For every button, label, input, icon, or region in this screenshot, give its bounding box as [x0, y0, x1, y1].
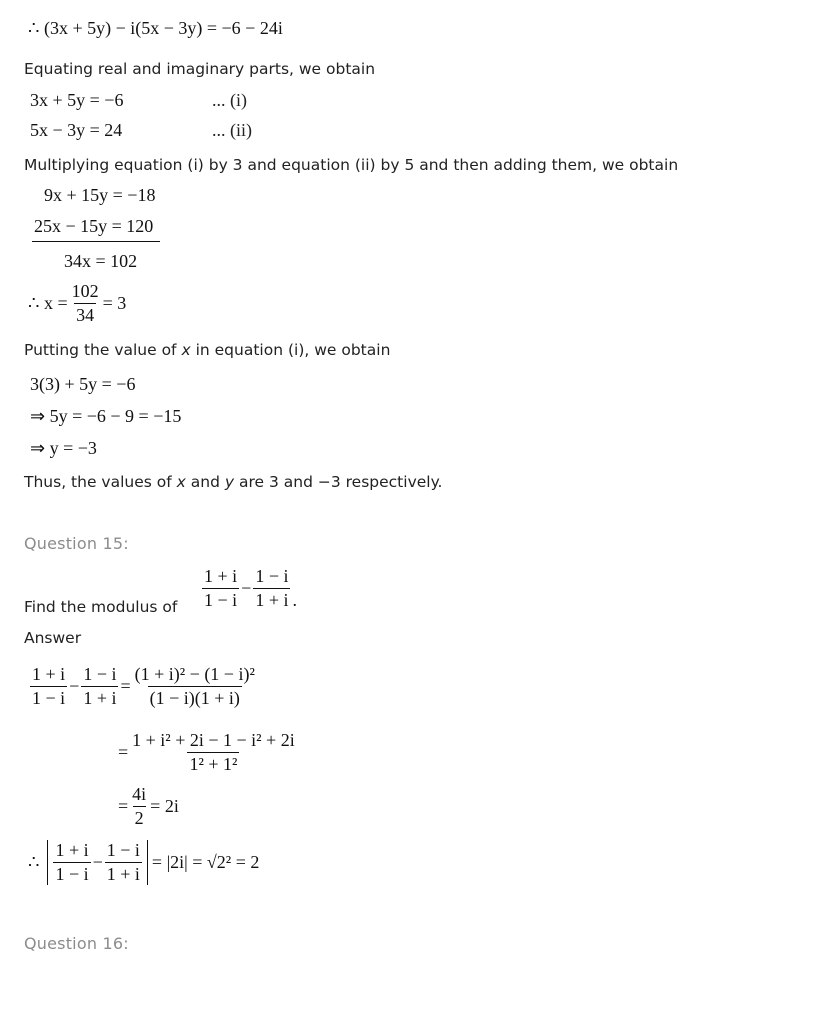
- x-suffix: = 3: [102, 293, 127, 313]
- x-prefix: ∴ x =: [28, 293, 68, 313]
- step2-fraction: [130, 730, 297, 775]
- sum-line-1: 9x + 15y = −18: [44, 185, 156, 205]
- sum-line-2: 25x − 15y = 120: [34, 216, 154, 236]
- substitution-line-1: 3(3) + 5y = −6: [30, 374, 136, 394]
- thus-text-c: are 3 and −3 respectively.: [239, 473, 443, 491]
- q15-fraction-1: [202, 566, 239, 611]
- paragraph-multiplying: Multiplying equation (i) by 3 and equation (ii) by 5 and then adding them, we obtain: [24, 156, 679, 174]
- x-numerator: 102: [71, 281, 99, 301]
- mod-f1-numerator: 1 + i: [55, 840, 89, 860]
- mod-fraction-1: [53, 840, 90, 885]
- step1-result-denominator: (1 − i)(1 + i): [149, 688, 240, 708]
- mod-minus: −: [92, 852, 103, 872]
- step1-minus: −: [69, 676, 80, 696]
- q15-f1-denominator: 1 − i: [204, 590, 238, 610]
- step1-equals: =: [120, 676, 131, 696]
- mod-f2-denominator: 1 + i: [106, 864, 140, 884]
- equation-intro: [28, 18, 283, 39]
- x-fraction: [70, 281, 101, 326]
- step2-denominator: 1² + 1²: [189, 754, 238, 774]
- solution-step-3: [118, 784, 179, 829]
- step1-f1-denominator: 1 − i: [32, 688, 66, 708]
- substitution-line-2: ⇒ 5y = −6 − 9 = −15: [30, 406, 182, 426]
- equation-intro-text: ∴ (3x + 5y) − i(5x − 3y) = −6 − 24i: [28, 18, 283, 38]
- x-solution: [28, 281, 126, 326]
- q15-f1-numerator: 1 + i: [204, 566, 238, 586]
- step2-equals: =: [118, 742, 129, 762]
- modulus-result: [28, 840, 259, 885]
- paragraph-equating: Equating real and imaginary parts, we obtain: [24, 60, 376, 78]
- mod-f1-denominator: 1 − i: [55, 864, 89, 884]
- q15-f2-denominator: 1 + i: [255, 590, 289, 610]
- step2-numerator: 1 + i² + 2i − 1 − i² + 2i: [132, 730, 295, 750]
- equation-i: 3x + 5y = −6: [30, 90, 124, 110]
- putting-var-x: x: [181, 341, 191, 359]
- q15-fraction-2: [253, 566, 290, 611]
- question-15-prompt: Find the modulus of: [24, 598, 178, 616]
- mod-fraction-2: [105, 840, 142, 885]
- question-15-expression: [200, 566, 297, 611]
- thus-text-b: and: [190, 473, 220, 491]
- modulus-bars: [47, 840, 147, 885]
- step1-fraction-1: [30, 664, 67, 709]
- step3-denominator: 2: [134, 808, 144, 828]
- step1-result-numerator: (1 + i)² − (1 − i)²: [134, 664, 255, 684]
- modulus-value: = |2i| = √2² = 2: [151, 852, 260, 872]
- mod-f2-numerator: 1 − i: [106, 840, 140, 860]
- modulus-therefore: ∴: [28, 852, 40, 872]
- step1-fraction-2: [81, 664, 118, 709]
- sum-rule: [32, 241, 160, 242]
- sum-result: 34x = 102: [64, 251, 138, 271]
- x-denominator: 34: [76, 305, 95, 325]
- question-16-heading: Question 16:: [24, 934, 129, 953]
- solution-step-1: [28, 664, 259, 709]
- solution-step-2: [118, 730, 299, 775]
- equation-ii-tag: ... (ii): [212, 120, 252, 140]
- equation-ii: 5x − 3y = 24: [30, 120, 123, 140]
- substitution-line-3: ⇒ y = −3: [30, 438, 97, 458]
- paragraph-thus: [24, 473, 442, 491]
- thus-var-y: y: [224, 473, 235, 491]
- step3-numerator: 4i: [132, 784, 147, 804]
- q15-f2-numerator: 1 − i: [255, 566, 289, 586]
- step3-suffix: = 2i: [150, 796, 179, 816]
- question-15-heading: Question 15:: [24, 534, 129, 553]
- answer-label: Answer: [24, 629, 82, 647]
- step1-fraction-result: [133, 664, 257, 709]
- step3-equals: =: [118, 796, 129, 816]
- step3-fraction: [130, 784, 148, 829]
- step1-f1-numerator: 1 + i: [32, 664, 66, 684]
- thus-text-a: Thus, the values of: [24, 473, 172, 491]
- equation-i-tag: ... (i): [212, 90, 247, 110]
- paragraph-putting: [24, 341, 390, 359]
- thus-var-x: x: [176, 473, 186, 491]
- putting-text-a: Putting the value of: [24, 341, 177, 359]
- putting-text-b: in equation (i), we obtain: [195, 341, 391, 359]
- step1-f2-numerator: 1 − i: [83, 664, 117, 684]
- step1-f2-denominator: 1 + i: [83, 688, 117, 708]
- q15-minus: −: [241, 578, 252, 598]
- q15-period: .: [292, 590, 297, 610]
